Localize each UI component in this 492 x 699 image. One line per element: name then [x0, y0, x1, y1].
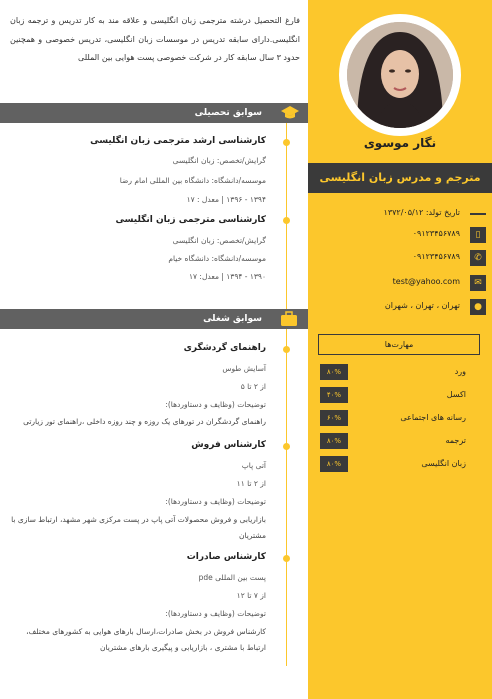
briefcase-icon — [279, 309, 299, 329]
calendar-icon — [470, 213, 486, 215]
mobile-text: ۰۹۱۲۳۴۵۶۷۸۹ — [412, 229, 460, 238]
profile-title: مترجم و مدرس زبان انگلیسی — [308, 163, 492, 193]
skill-label: اکسل — [446, 390, 466, 399]
education-degree: کارشناسی ارشد مترجمی زبان انگلیسی — [90, 136, 266, 146]
address-text: تهران ، تهران ، شهران — [384, 301, 460, 310]
work-desc-label: توضیحات (وظایف و دستاوردها): — [165, 497, 266, 506]
skill-percent: ۸۰% — [320, 456, 348, 472]
skills-title: مهارت‌ها — [318, 334, 480, 355]
skill-label: زبان انگلیسی — [421, 459, 466, 468]
email-text[interactable]: test@yahoo.com — [392, 277, 460, 286]
work-period: از ۲ تا ۱۱ — [236, 479, 266, 488]
timeline-line — [286, 110, 287, 666]
skill-percent: ۸۰% — [320, 433, 348, 449]
work-period: از ۲ تا ۵ — [240, 382, 266, 391]
work-desc: بازاریابی و فروش محصولات آتی پاپ در پست مرکزی شهر مشهد، ارتباط سازی با مشتریان — [11, 515, 266, 540]
education-meta: ۱۳۹۴ - ۱۳۹۶ | معدل : ۱۷ — [186, 195, 266, 204]
work-desc-label: توضیحات (وظایف و دستاوردها): — [165, 609, 266, 618]
education-title: سوابق تحصیلی — [194, 108, 262, 118]
skill-percent: ۴۰% — [320, 387, 348, 403]
skill-percent: ۸۰% — [320, 364, 348, 380]
education-section-bar — [0, 103, 308, 123]
work-desc-label: توضیحات (وظایف و دستاوردها): — [165, 400, 266, 409]
work-desc: راهنمای گردشگران در تورهای یک روزه و چند روزه داخلی ،راهنمای تور زیارتی — [23, 417, 266, 426]
work-company: پست بین المللی pde — [198, 573, 266, 582]
location-icon: ● — [470, 299, 486, 315]
work-role: کارشناس فروش — [191, 440, 266, 450]
phone-text: ۰۹۱۲۳۴۵۶۷۸۹ — [412, 252, 460, 261]
work-company: آسایش طوس — [222, 364, 266, 373]
phone-icon: ✆ — [470, 250, 486, 266]
education-field: گرایش/تخصص: زبان انگلیسی — [172, 236, 266, 245]
profile-name: نگار موسوی — [363, 136, 437, 150]
work-role: راهنمای گردشگری — [183, 343, 266, 353]
work-desc: کارشناس فروش در بخش صادرات،ارسال بارهای هوایی به کشورهای مختلف، ارتباط با مشتری ، بازاریابی و پیگیری بارهای مشتریان — [26, 627, 266, 652]
contact-mobile — [314, 227, 486, 243]
skill-label: رسانه های اجتماعی — [400, 413, 466, 422]
work-period: از ۷ تا ۱۲ — [236, 591, 266, 600]
contact-email — [314, 275, 486, 291]
birth-text: تاریخ تولد: ۱۳۷۲/۰۵/۱۲ — [383, 208, 460, 217]
education-school: موسسه/دانشگاه: دانشگاه بین المللی امام رضا — [119, 176, 266, 185]
graduation-cap-icon — [280, 103, 300, 123]
education-field: گرایش/تخصص: زبان انگلیسی — [172, 156, 266, 165]
contact-address — [314, 299, 486, 315]
work-role: کارشناس صادرات — [186, 552, 266, 562]
work-section-bar — [0, 309, 308, 329]
skill-row — [320, 387, 480, 403]
skill-row — [320, 456, 480, 472]
mobile-icon: ▯ — [470, 227, 486, 243]
profile-photo — [347, 22, 453, 128]
skill-label: ترجمه — [445, 436, 466, 445]
timeline-dot — [283, 217, 290, 224]
skill-label: ورد — [454, 367, 466, 376]
intro-paragraph: فارغ التحصیل درشته مترجمی زبان انگلیسی و علاقه مند به کار تدریس و ترجمه زبان انگلیسی.دارای سابقه تدریس در موسسات زبان انگلیسی، تدریس خصوصی و همچنین حدود ۳ سال سابقه کار در شرکت خصوصی پست هوایی بین المللی — [10, 16, 300, 62]
contact-phone — [314, 250, 486, 266]
education-meta: ۱۳۹۰ - ۱۳۹۴ | معدل: ۱۷ — [188, 272, 266, 281]
mail-icon: ✉ — [470, 275, 486, 291]
education-degree: کارشناسی مترجمی زبان انگلیسی — [115, 215, 266, 225]
timeline-dot — [283, 346, 290, 353]
skill-row — [320, 410, 480, 426]
timeline-dot — [283, 443, 290, 450]
work-company: آتی پاپ — [241, 461, 266, 470]
skill-row — [320, 433, 480, 449]
education-school: موسسه/دانشگاه: دانشگاه خیام — [168, 254, 266, 263]
skill-row — [320, 364, 480, 380]
skill-percent: ۶۰% — [320, 410, 348, 426]
timeline-dot — [283, 555, 290, 562]
work-title: سوابق شغلی — [203, 314, 262, 324]
timeline-dot — [283, 139, 290, 146]
contact-birth — [314, 206, 486, 222]
